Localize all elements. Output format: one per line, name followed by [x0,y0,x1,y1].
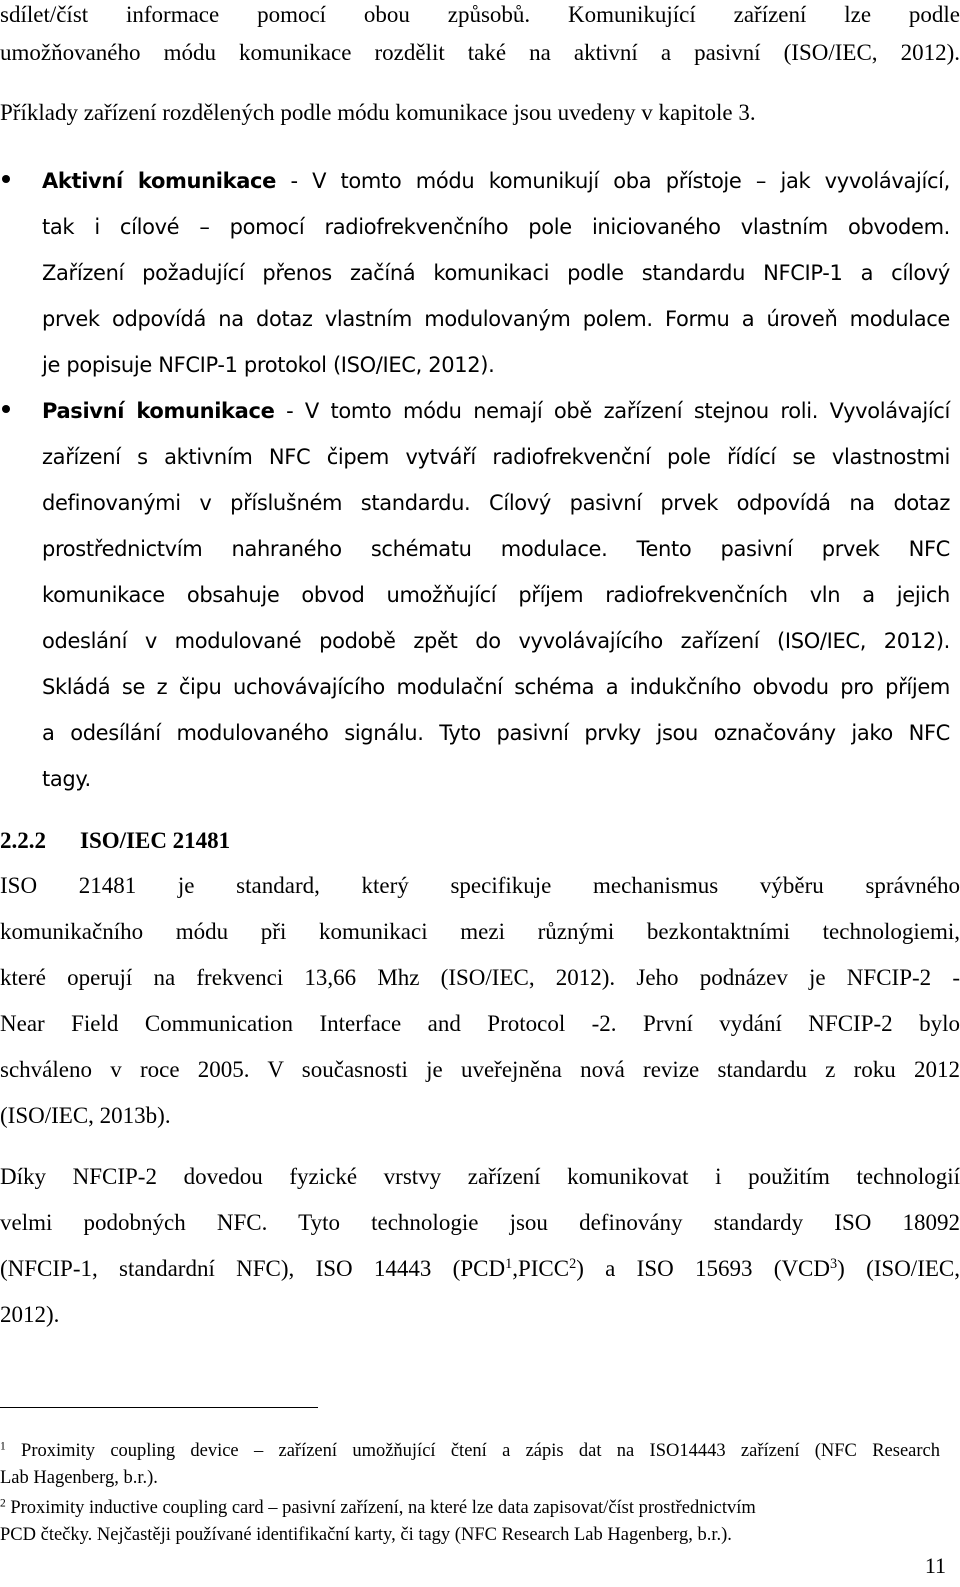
bullet-passive-line: odeslání v modulované podobě zpět do vyvolávajícího zařízení (ISO/IEC, 2012). [42,629,950,653]
bullet-passive-line: tagy. [42,767,91,791]
footnote-ref-2[interactable]: 2 [569,1256,577,1273]
text-run: (NFCIP-1, standardní NFC), ISO 14443 (PCD [0,1256,506,1281]
footnote-mark: 2 [0,1497,6,1510]
bullet-active-line: je popisuje NFCIP-1 protokol (ISO/IEC, 2012). [42,353,495,377]
bullet-passive-first-line [42,396,950,426]
paragraph-line: které operují na frekvenci 13,66 Mhz (ISO/IEC, 2012). Jeho podnázev je NFCIP-2 - [0,965,960,990]
paragraph-line: velmi podobných NFC. Tyto technologie jsou definovány standardy ISO 18092 [0,1210,960,1235]
bullet-passive-line: komunikace obsahuje obvod umožňující příjem radiofrekvenčních vln a jejich [42,583,950,607]
passive-first-rest: - V tomto módu nemají obě zařízení stejnou roli. Vyvolávající [274,399,950,423]
paragraph-line: schváleno v roce 2005. V současnosti je uveřejněna nová revize standardu z roku 2012 [0,1057,960,1082]
bullet-active-line: tak i cílové – pomocí radiofrekvenčního pole iniciovaného vlastním obvodem. [42,215,950,239]
bullet-active-line: prvek odpovídá na dotaz vlastním modulovaným polem. Formu a úroveň modulace [42,307,950,331]
paragraph-line: umožňovaného módu komunikace rozdělit také na aktivní a pasivní (ISO/IEC, 2012). [0,40,960,65]
text-run: ) a ISO 15693 (VCD [576,1256,831,1281]
page-number: 11 [924,1553,946,1578]
paragraph-line: komunikačního módu při komunikaci mezi různými bezkontaktními technologiemi, [0,919,960,944]
active-term: Aktivní komunikace [42,169,277,193]
paragraph-line: Díky NFCIP-2 dovedou fyzické vrstvy zařízení komunikovat i použitím technologií [0,1164,960,1189]
active-first-rest: - V tomto módu komunikují oba přístoje – jak vyvolávající, [276,169,950,193]
bullet-passive-line: definovanými v příslušném standardu. Cílový pasivní prvek odpovídá na dotaz [42,491,950,515]
footnote-2-line: PCD čtečky. Nejčastěji používané identifikační karty, či tagy (NFC Research Lab Hagenberg, b.r.). [0,1525,732,1545]
passive-term: Pasivní komunikace [42,399,275,423]
bullet-icon [2,175,10,183]
bullet-passive-line: a odesílání modulovaného signálu. Tyto pasivní prvky jsou označovány jako NFC [42,721,950,745]
paragraph-line: Příklady zařízení rozdělených podle módu komunikace jsou uvedeny v kapitole 3. [0,100,756,125]
footnote-1-line: Lab Hagenberg, b.r.). [0,1468,158,1488]
footnote-text: Proximity coupling device – zařízení umožňující čtení a zápis dat na ISO14443 zařízení (NFC Research [5,1441,940,1461]
paragraph-line: 2012). [0,1302,60,1327]
section-title: ISO/IEC 21481 [80,828,231,853]
footnote-ref-1[interactable]: 1 [505,1256,513,1273]
footnote-1-line [0,1439,940,1463]
bullet-active-first-line [42,166,950,196]
footnote-2-line [0,1496,960,1520]
text-run: ) (ISO/IEC, [837,1256,960,1281]
footnote-mark: 1 [0,1440,6,1453]
paragraph-line-with-footnotes [0,1254,960,1284]
footnote-ref-3[interactable]: 3 [830,1256,838,1273]
paragraph-line: (ISO/IEC, 2013b). [0,1103,171,1128]
bullet-passive-line: zařízení s aktivním NFC čipem vytváří radiofrekvenční pole řídící se vlastnostmi [42,445,950,469]
section-number: 2.2.2 [0,828,46,853]
bullet-active-line: Zařízení požadující přenos začíná komunikaci podle standardu NFCIP-1 a cílový [42,261,950,285]
paragraph-line: ISO 21481 je standard, který specifikuje mechanismus výběru správného [0,873,960,898]
paragraph-line: Near Field Communication Interface and Protocol -2. První vydání NFCIP-2 bylo [0,1011,960,1036]
text-run: ,PICC [512,1256,570,1281]
footnote-text: Proximity inductive coupling card – pasivní zařízení, na které lze data zapisovat/číst prostřednictvím [5,1498,756,1518]
bullet-icon [2,405,10,413]
footnote-separator [0,1407,318,1408]
paragraph-line: sdílet/číst informace pomocí obou způsobů. Komunikující zařízení lze podle [0,2,960,27]
bullet-passive-line: prostřednictvím nahraného schématu modulace. Tento pasivní prvek NFC [42,537,950,561]
bullet-passive-line: Skládá se z čipu uchovávajícího modulační schéma a indukčního obvodu pro příjem [42,675,950,699]
